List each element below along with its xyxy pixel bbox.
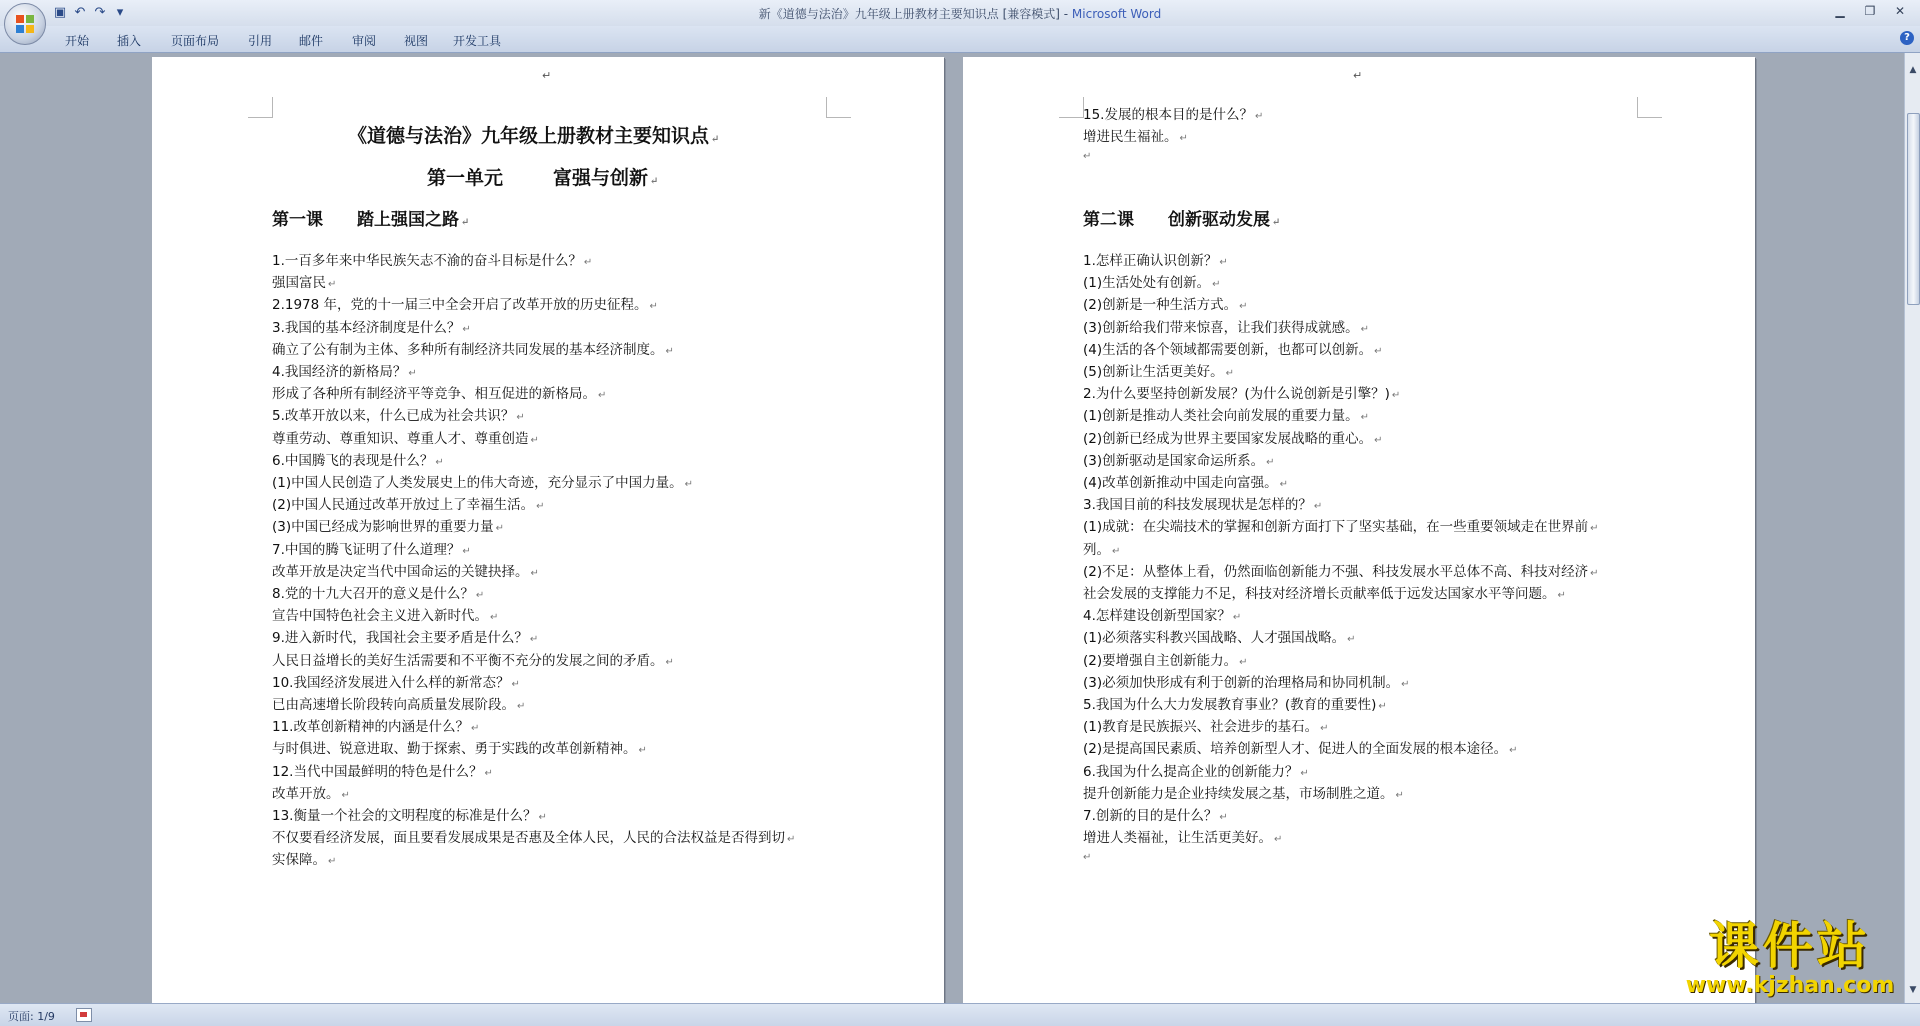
crop-mark: [1637, 97, 1662, 118]
text-line: 改革开放。 ↵: [272, 782, 350, 802]
text-line: (1)必须落实科教兴国战略、人才强国战略。 ↵: [1083, 626, 1356, 646]
paragraph-mark: ↵: [542, 69, 552, 82]
status-bar: [0, 1003, 1920, 1026]
text-line: 与时俱进、锐意进取、勤于探索、勇于实践的改革创新精神。 ↵: [272, 737, 647, 757]
page-count-status[interactable]: 页面: 1/9: [8, 1010, 55, 1023]
window-title-app: Microsoft Word: [1071, 7, 1162, 21]
text-line: (5)创新让生活更美好。 ↵: [1083, 360, 1234, 380]
scrollbar-thumb[interactable]: [1907, 113, 1920, 305]
undo-icon[interactable]: ↶: [74, 5, 86, 20]
lesson-number: 第一课: [272, 210, 323, 230]
text-line: (1)教育是民族振兴、社会进步的基石。 ↵: [1083, 715, 1329, 735]
document-page-1[interactable]: [152, 57, 944, 1003]
text-line: 社会发展的支撑能力不足，科技对经济增长贡献率低于远发达国家水平等问题。 ↵: [1083, 582, 1566, 602]
text-line: 1.一百多年来中华民族矢志不渝的奋斗目标是什么？ ↵: [272, 249, 592, 269]
text-line: 5.改革开放以来，什么已成为社会共识？ ↵: [272, 404, 525, 424]
help-icon[interactable]: ?: [1900, 31, 1914, 45]
lesson-name: 踏上强国之路: [357, 210, 459, 230]
text-line: 8.党的十九大召开的意义是什么？ ↵: [272, 582, 484, 602]
ribbon-tabs: [50, 30, 512, 51]
text-line: 12.当代中国最鲜明的特色是什么？ ↵: [272, 760, 493, 780]
text-line: 实保障。 ↵: [272, 848, 336, 868]
save-icon[interactable]: ▣: [53, 5, 67, 20]
text-line: (2)是提高国民素质、培养创新型人才、促进人的全面发展的根本途径。 ↵: [1083, 737, 1518, 757]
text-line: 强国富民 ↵: [272, 271, 336, 291]
text-line: (2)不足：从整体上看，仍然面临创新能力不强、科技发展水平总体不高、科技对经济 ↵: [1083, 560, 1599, 580]
window-title: [0, 5, 1920, 22]
text-line: (2)要增强自主创新能力。 ↵: [1083, 649, 1248, 669]
lesson-name: 创新驱动发展: [1168, 210, 1270, 230]
text-line: 2.1978 年，党的十一届三中全会开启了改革开放的历史征程。 ↵: [272, 293, 658, 313]
text-line: 15.发展的根本目的是什么？ ↵: [1083, 103, 1263, 123]
document-title: 《道德与法治》九年级上册教材主要知识点 ↵: [348, 121, 719, 148]
text-line: 不仅要看经济发展，面且要看发展成果是否惠及全体人民，人民的合法权益是否得到切 ↵: [272, 826, 795, 846]
vertical-scrollbar[interactable]: [1904, 53, 1920, 1003]
text-line: 7.创新的目的是什么？ ↵: [1083, 804, 1228, 824]
text-line: (1)生活处处有创新。 ↵: [1083, 271, 1221, 291]
crop-mark: [248, 97, 273, 118]
text-line: 增进民生福祉。 ↵: [1083, 125, 1188, 145]
text-line: 9.进入新时代，我国社会主要矛盾是什么？ ↵: [272, 626, 538, 646]
text-line: 3.我国的基本经济制度是什么？ ↵: [272, 316, 471, 336]
text-line: 7.中国的腾飞证明了什么道理？ ↵: [272, 538, 471, 558]
dropdown-arrow-icon[interactable]: ▾: [116, 5, 124, 20]
close-icon[interactable]: ✕: [1894, 4, 1906, 18]
tab-page-layout[interactable]: 页面布局: [170, 34, 219, 48]
watermark-text: 课件站: [1709, 917, 1871, 975]
text-line: 增进人类福祉，让生活更美好。 ↵: [1083, 826, 1282, 846]
tab-home[interactable]: 开始: [64, 34, 89, 48]
tab-mailings[interactable]: 邮件: [298, 34, 323, 48]
ribbon-tab-bar: [0, 26, 1920, 53]
proofing-icon[interactable]: [76, 1008, 92, 1022]
text-line: 6.我国为什么提高企业的创新能力？ ↵: [1083, 760, 1309, 780]
scroll-down-icon[interactable]: ▼: [1909, 985, 1917, 995]
text-line: 10.我国经济发展进入什么样的新常态？ ↵: [272, 671, 520, 691]
text-line: (1)中国人民创造了人类发展史上的伟大奇迹，充分显示了中国力量。 ↵: [272, 471, 693, 491]
text-line: 确立了公有制为主体、多种所有制经济共同发展的基本经济制度。 ↵: [272, 338, 674, 358]
tab-view[interactable]: 视图: [403, 34, 428, 48]
text-line: 11.改革创新精神的内涵是什么？ ↵: [272, 715, 479, 735]
tab-developer[interactable]: 开发工具: [452, 34, 501, 48]
text-line: (2)创新已经成为世界主要国家发展战略的重心。 ↵: [1083, 427, 1383, 447]
text-line: 3.我国目前的科技发展现状是怎样的？ ↵: [1083, 493, 1322, 513]
text-line: 宣告中国特色社会主义进入新时代。 ↵: [272, 604, 498, 624]
office-button-icon: [15, 14, 35, 34]
text-line: 6.中国腾飞的表现是什么？ ↵: [272, 449, 444, 469]
text-line: 人民日益增长的美好生活需要和不平衡不充分的发展之间的矛盾。 ↵: [272, 649, 674, 669]
text-line: 已由高速增长阶段转向高质量发展阶段。 ↵: [272, 693, 525, 713]
unit-name: 富强与创新: [553, 167, 649, 189]
text-line: (1)创新是推动人类社会向前发展的重要力量。 ↵: [1083, 404, 1369, 424]
text-line: 形成了各种所有制经济平等竞争、相互促进的新格局。 ↵: [272, 382, 606, 402]
text-line: 尊重劳动、尊重知识、尊重人才、尊重创造 ↵: [272, 427, 539, 447]
window-controls: [1826, 2, 1914, 20]
text-line: (3)创新驱动是国家命运所系。 ↵: [1083, 449, 1275, 469]
lesson-title: [272, 205, 469, 230]
text-line: [1083, 147, 1091, 163]
minimize-icon[interactable]: ▁: [1835, 4, 1845, 18]
scroll-up-icon[interactable]: ▲: [1909, 65, 1917, 75]
text-line: (3)必须加快形成有利于创新的治理格局和协同机制。 ↵: [1083, 671, 1410, 691]
tab-insert[interactable]: 插入: [116, 34, 141, 48]
document-area[interactable]: [0, 53, 1904, 1003]
text-line: (3)创新给我们带来惊喜，让我们获得成就感。 ↵: [1083, 316, 1369, 336]
paragraph-mark: ↵: [1353, 69, 1363, 82]
text-line: (2)创新是一种生活方式。 ↵: [1083, 293, 1248, 313]
restore-icon[interactable]: ❐: [1864, 4, 1876, 18]
redo-icon[interactable]: ↷: [94, 5, 106, 20]
text-line: (4)生活的各个领域都需要创新，也都可以创新。 ↵: [1083, 338, 1383, 358]
office-button[interactable]: [4, 3, 46, 45]
lesson-title: [1083, 205, 1280, 230]
text-line: 5.我国为什么大力发展教育事业？(教育的重要性) ↵: [1083, 693, 1387, 713]
document-page-2[interactable]: [963, 57, 1755, 1003]
window-title-text: 新《道德与法治》九年级上册教材主要知识点 [兼容模式] -: [758, 7, 1072, 21]
crop-mark: [826, 97, 851, 118]
text-line: (4)改革创新推动中国走向富强。 ↵: [1083, 471, 1288, 491]
text-line: 4.我国经济的新格局？ ↵: [272, 360, 417, 380]
text-line: 改革开放是决定当代中国命运的关键抉择。 ↵: [272, 560, 539, 580]
text-line: 2.为什么要坚持创新发展？(为什么说创新是引擎？) ↵: [1083, 382, 1400, 402]
crop-mark: [1059, 97, 1084, 118]
text-line: 提升创新能力是企业持续发展之基，市场制胜之道。 ↵: [1083, 782, 1404, 802]
watermark-url: www.kjzhan.com: [1685, 973, 1895, 998]
text-line: (1)成就：在尖端技术的掌握和创新方面打下了坚实基础，在一些重要领域走在世界前 ↵: [1083, 515, 1599, 535]
unit-number: 第一单元: [427, 167, 504, 189]
tab-review[interactable]: 审阅: [351, 34, 376, 48]
text-line: 4.怎样建设创新型国家？ ↵: [1083, 604, 1241, 624]
title-bar: [0, 0, 1920, 26]
text-line: (2)中国人民通过改革开放过上了幸福生活。 ↵: [272, 493, 545, 513]
tab-references[interactable]: 引用: [247, 34, 272, 48]
text-line: [1083, 848, 1091, 864]
text-line: (3)中国已经成为影响世界的重要力量 ↵: [272, 515, 504, 535]
text-line: 13.衡量一个社会的文明程度的标准是什么？ ↵: [272, 804, 547, 824]
text-line: 列。 ↵: [1083, 538, 1120, 558]
text-line: 1.怎样正确认识创新？ ↵: [1083, 249, 1228, 269]
watermark-logo: [1670, 918, 1910, 998]
unit-title: [427, 163, 658, 190]
lesson-number: 第二课: [1083, 210, 1134, 230]
